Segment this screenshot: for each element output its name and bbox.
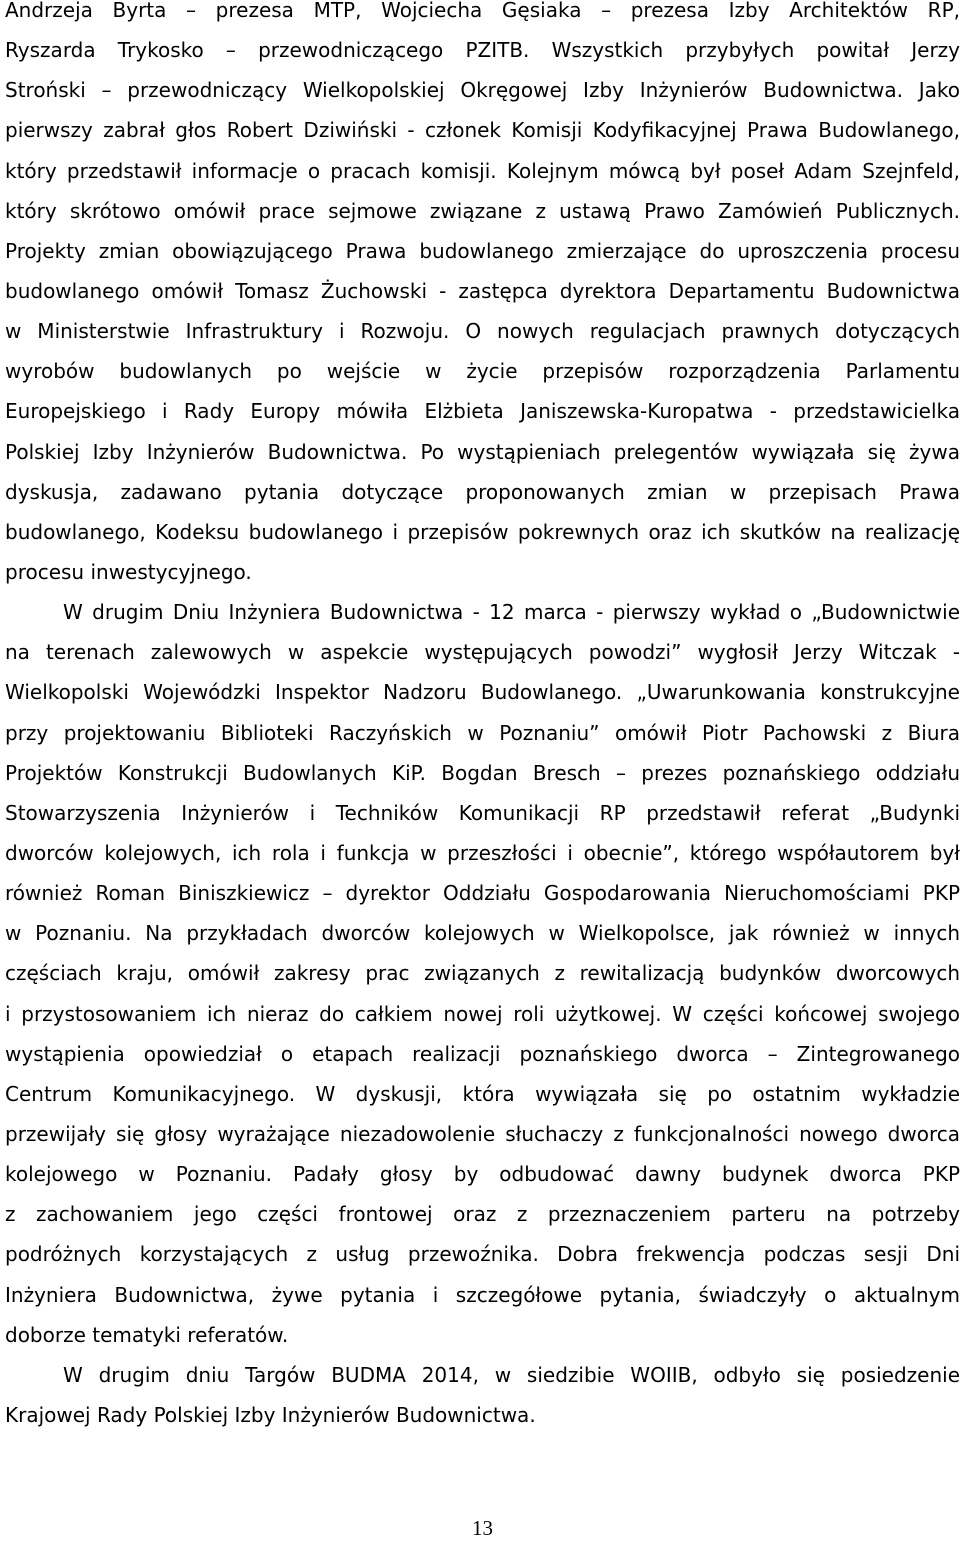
text-line: Krajowej Rady Polskiej Izby Inżynierów Budownictwa. <box>5 1402 536 1427</box>
text-line: Stowarzyszenia Inżynierów i Techników Komunikacji RP przedstawił referat „Budynki <box>5 800 960 825</box>
text-line: na terenach zalewowych w aspekcie występujących powodzi” wygłosił Jerzy Witczak - <box>5 640 960 665</box>
paragraph <box>5 592 960 1355</box>
paragraph <box>5 0 960 592</box>
text-line: Europejskiego i Rady Europy mówiła Elżbieta Janiszewska-Kuropatwa - przedstawicielka <box>5 399 960 424</box>
text-line: Projekty zmian obowiązującego Prawa budowlanego zmierzające do uproszczenia procesu <box>5 238 960 263</box>
text-line: Centrum Komunikacyjnego. W dyskusji, która wywiązała się po ostatnim wykładzie <box>5 1081 960 1106</box>
text-line: przy projektowaniu Biblioteki Raczyńskich w Poznaniu” omówił Piotr Pachowski z Biura <box>5 720 960 745</box>
text-line: który skrótowo omówił prace sejmowe związane z ustawą Prawo Zamówień Publicznych. <box>5 198 960 223</box>
text-line: W drugim Dniu Inżyniera Budownictwa - 12 marca - pierwszy wykład o „Budownictwie <box>63 600 960 625</box>
text-line: Inżyniera Budownictwa, żywe pytania i szczegółowe pytania, świadczyły o aktualnym <box>5 1282 960 1307</box>
text-line: w Poznaniu. Na przykładach dworców kolejowych w Wielkopolsce, jak również w innych <box>5 921 960 946</box>
text-line: kolejowego w Poznaniu. Padały głosy by odbudować dawny budynek dworca PKP <box>5 1162 960 1187</box>
text-line: budowlanego, Kodeksu budowlanego i przepisów pokrewnych oraz ich skutków na realizację <box>5 519 960 544</box>
text-line: dworców kolejowych, ich rola i funkcja w przeszłości i obecnie”, którego współautorem był <box>5 840 960 865</box>
text-line: Wielkopolski Wojewódzki Inspektor Nadzoru Budowlanego. „Uwarunkowania konstrukcyjne <box>5 680 960 705</box>
text-line: pierwszy zabrał głos Robert Dziwiński - członek Komisji Kodyfikacyjnej Prawa Budowlanego, <box>5 118 960 143</box>
text-line: Polskiej Izby Inżynierów Budownictwa. Po wystąpieniach prelegentów wywiązała się żywa <box>5 439 960 464</box>
paragraph <box>5 1355 960 1435</box>
text-line: w Ministerstwie Infrastruktury i Rozwoju. O nowych regulacjach prawnych dotyczących <box>5 319 960 344</box>
text-line: przewijały się głosy wyrażające niezadowolenie słuchaczy z funkcjonalności nowego dworca <box>5 1121 960 1146</box>
text-line: doborze tematyki referatów. <box>5 1322 289 1347</box>
text-line: częściach kraju, omówił zakresy prac związanych z rewitalizacją budynków dworcowych <box>5 961 960 986</box>
text-line: procesu inwestycyjnego. <box>5 559 252 584</box>
document-body <box>5 0 960 1435</box>
text-line: wystąpienia opowiedział o etapach realizacji poznańskiego dworca – Zintegrowanego <box>5 1041 960 1066</box>
text-line: Andrzeja Byrta – prezesa MTP, Wojciecha Gęsiaka – prezesa Izby Architektów RP, <box>5 0 960 22</box>
page-number: 13 <box>472 1516 493 1540</box>
text-line: Projektów Konstrukcji Budowlanych KiP. Bogdan Bresch – prezes poznańskiego oddziału <box>5 760 960 785</box>
text-line: dyskusja, zadawano pytania dotyczące proponowanych zmian w przepisach Prawa <box>5 479 960 504</box>
text-line: budowlanego omówił Tomasz Żuchowski - zastępca dyrektora Departamentu Budownictwa <box>5 278 960 303</box>
text-line: wyrobów budowlanych po wejście w życie przepisów rozporządzenia Parlamentu <box>5 359 960 384</box>
text-line: z zachowaniem jego części frontowej oraz z przeznaczeniem parteru na potrzeby <box>5 1202 960 1227</box>
text-line: również Roman Biniszkiewicz – dyrektor Oddziału Gospodarowania Nieruchomościami PKP <box>5 881 960 906</box>
text-line: Ryszarda Trykosko – przewodniczącego PZITB. Wszystkich przybyłych powitał Jerzy <box>5 38 960 63</box>
text-line: podróżnych korzystających z usług przewoźnika. Dobra frekwencja podczas sesji Dni <box>5 1242 960 1267</box>
text-line: i przystosowaniem ich nieraz do całkiem nowej roli użytkowej. W części końcowej swojego <box>5 1001 960 1026</box>
text-line: Stroński – przewodniczący Wielkopolskiej Okręgowej Izby Inżynierów Budownictwa. Jako <box>5 78 960 103</box>
text-line: W drugim dniu Targów BUDMA 2014, w siedzibie WOIIB, odbyło się posiedzenie <box>63 1362 960 1387</box>
text-line: który przedstawił informacje o pracach komisji. Kolejnym mówcą był poseł Adam Szejnfeld, <box>5 158 960 183</box>
document-page <box>5 0 960 1543</box>
